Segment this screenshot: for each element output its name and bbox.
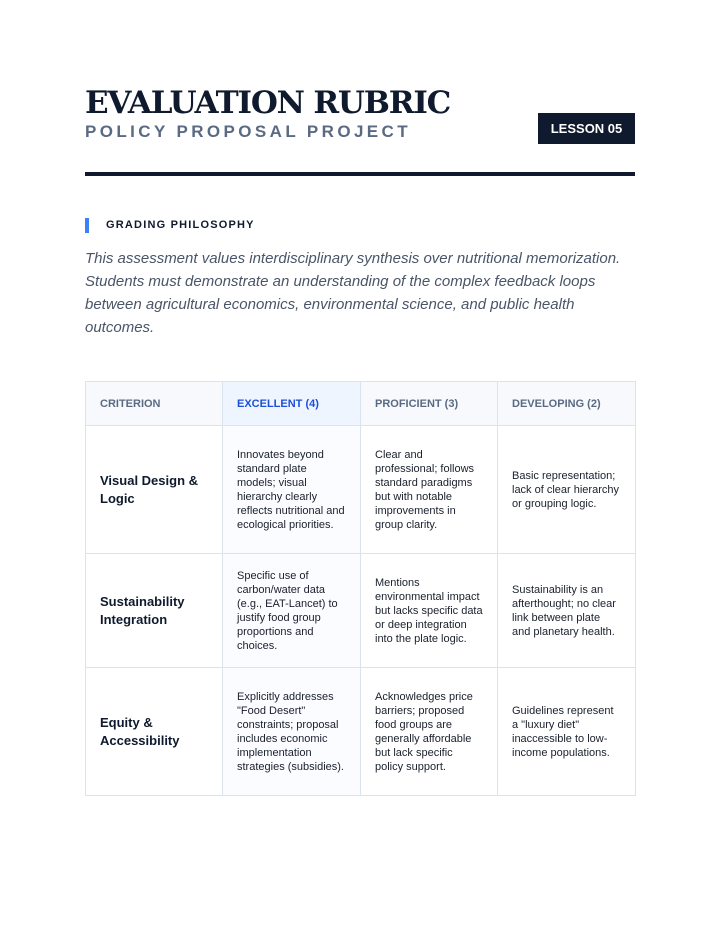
column-header-excellent: EXCELLENT (4) <box>223 382 361 426</box>
criterion-cell: Equity & Accessibility <box>86 668 223 796</box>
excellent-cell: Explicitly addresses "Food Desert" constraints; proposal includes economic implementation strategies (subsidies). <box>223 668 361 796</box>
column-header-developing: DEVELOPING (2) <box>498 382 636 426</box>
table-row <box>86 668 636 796</box>
page-subtitle: POLICY PROPOSAL PROJECT <box>85 122 412 141</box>
rubric-page <box>85 0 635 773</box>
grading-philosophy-label: GRADING PHILOSOPHY <box>85 218 255 233</box>
rubric-table <box>85 381 636 796</box>
header-divider <box>85 172 635 176</box>
developing-cell: Sustainability is an afterthought; no clear link between plate and planetary health. <box>498 554 636 668</box>
page-title: EVALUATION RUBRIC <box>85 85 451 121</box>
column-header-proficient: PROFICIENT (3) <box>361 382 498 426</box>
proficient-cell: Acknowledges price barriers; proposed food groups are generally affordable but lack specific policy support. <box>361 668 498 796</box>
page-header <box>85 0 635 176</box>
rubric-header-row <box>86 382 636 426</box>
table-row <box>86 426 636 554</box>
lesson-badge: LESSON 05 <box>538 113 635 144</box>
criterion-cell: Sustainability Integration <box>86 554 223 668</box>
grading-philosophy-text: This assessment values interdisciplinary synthesis over nutritional memorization. Students must demonstrate an understanding of the complex feedback loops between agricultural economics, environmental science, and public health outcomes. <box>85 250 621 336</box>
column-header-criterion: CRITERION <box>86 382 223 426</box>
excellent-cell: Specific use of carbon/water data (e.g., EAT-Lancet) to justify food group proportions and choices. <box>223 554 361 668</box>
criterion-cell: Visual Design & Logic <box>86 426 223 554</box>
developing-cell: Guidelines represent a "luxury diet" inaccessible to low-income populations. <box>498 668 636 796</box>
developing-cell: Basic representation; lack of clear hierarchy or grouping logic. <box>498 426 636 554</box>
excellent-cell: Innovates beyond standard plate models; visual hierarchy clearly reflects nutritional and ecological priorities. <box>223 426 361 554</box>
proficient-cell: Clear and professional; follows standard paradigms but with notable improvements in group clarity. <box>361 426 498 554</box>
table-row <box>86 554 636 668</box>
proficient-cell: Mentions environmental impact but lacks specific data or deep integration into the plate logic. <box>361 554 498 668</box>
